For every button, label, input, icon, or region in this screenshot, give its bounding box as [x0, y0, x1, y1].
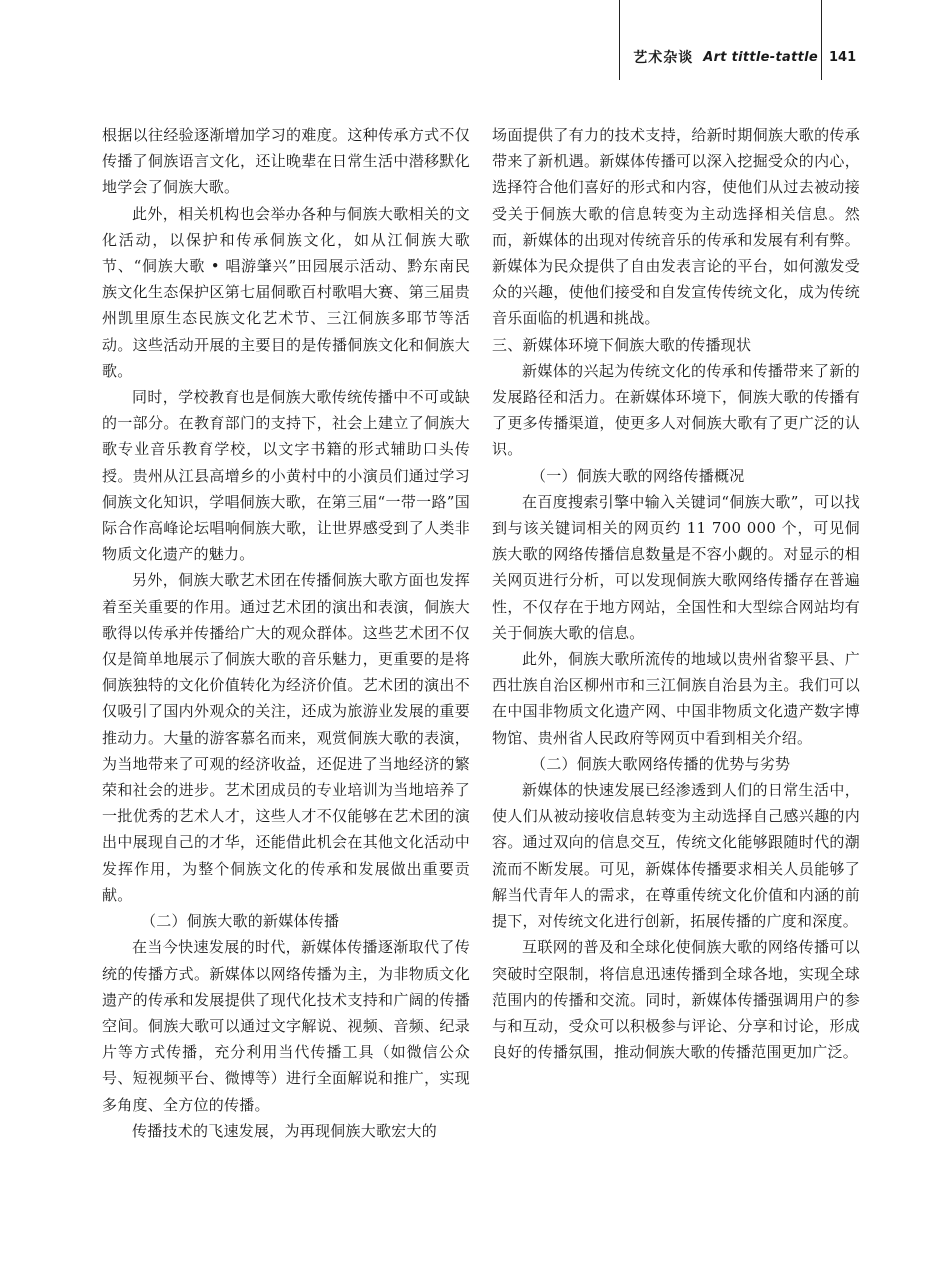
paragraph: 另外，侗族大歌艺术团在传播侗族大歌方面也发挥着至关重要的作用。通过艺术团的演出和表演，侗族大歌得以传承并传播给广大的观众群体。这些艺术团不仅仅是简单地展示了侗族大歌的音乐魅力，更重要的是将侗族独特的文化价值转化为经济价值。艺术团的演出不仅吸引了国内外观众的关注，还成为旅游业发展的重要推动力。大量的游客慕名而来，观赏侗族大歌的表演，为当地带来了可观的经济收益，还促进了当地经济的繁荣和社会的进步。艺术团成员的专业培训为当地培养了一批优秀的艺术人才，这些人才不仅能够在艺术团的演出中展现自己的才华，还能借此机会在其他文化活动中发挥作用，为整个侗族文化的传承和发展做出重要贡献。 [102, 571, 470, 904]
paragraph: 新媒体的快速发展已经渗透到人们的日常生活中，使人们从被动接收信息转变为主动选择自己感兴趣的内容。通过双向的信息交互，传统文化能够跟随时代的潮流而不断发展。可见，新媒体传播要求相关人员能够了解当代青年人的需求，在尊重传统文化价值和内涵的前提下，对传统文化进行创新，拓展传播的广度和深度。 [492, 781, 860, 931]
subsection-heading: （一）侗族大歌的网络传播概况 [531, 466, 745, 485]
subsection-heading: （二）侗族大歌网络传播的优势与劣势 [531, 754, 791, 773]
header-divider-left [619, 0, 620, 80]
paragraph: 在当今快速发展的时代，新媒体传播逐渐取代了传统的传播方式。新媒体以网络传播为主，为非物质文化遗产的传承和发展提供了现代化技术支持和广阔的传播空间。侗族大歌可以通过文字解说、视频、音频、纪录片等方式传播，充分利用当代传播工具（如微信公众号、短视频平台、微博等）进行全面解说和推广，实现多角度、全方位的传播。 [102, 938, 470, 1114]
paragraph: 新媒体的兴起为传统文化的传承和传播带来了新的发展路径和活力。在新媒体环境下，侗族大歌的传播有了更多传播渠道，使更多人对侗族大歌有了更广泛的认识。 [492, 361, 860, 459]
header-divider-right [821, 0, 822, 80]
right-column [492, 122, 860, 1065]
paragraph: 根据以往经验逐渐增加学习的难度。这种传承方式不仅传播了侗族语言文化，还让晚辈在日常生活中潜移默化地学会了侗族大歌。 [102, 126, 470, 197]
left-column [102, 122, 470, 1144]
paragraph: 此外，相关机构也会举办各种与侗族大歌相关的文化活动，以保护和传承侗族文化，如从江侗族大歌节、“侗族大歌 • 唱游肇兴”田园展示活动、黔东南民族文化生态保护区第七届侗歌百村歌唱大赛、第三届贵州凯里原生态民族文化艺术节、三江侗族多耶节等活动。这些活动开展的主要目的是传播侗族文化和侗族大歌。 [102, 204, 470, 380]
paragraph: 此外，侗族大歌所流传的地域以贵州省黎平县、广西壮族自治区柳州市和三江侗族自治县为主。我们可以在中国非物质文化遗产网、中国非物质文化遗产数字博物馆、贵州省人民政府等网页中看到相关介绍。 [492, 650, 860, 747]
column-name-en: Art tittle-tattle [703, 49, 818, 65]
page-number: 141 [829, 49, 857, 65]
paragraph: 同时，学校教育也是侗族大歌传统传播中不可或缺的一部分。在教育部门的支持下，社会上建立了侗族大歌专业音乐教育学校，以文字书籍的形式辅助口头传授。贵州从江县高增乡的小黄村中的小演员们通过学习侗族文化知识，学唱侗族大歌，在第三届“一带一路”国际合作高峰论坛唱响侗族大歌，让世界感受到了人类非物质文化遗产的魅力。 [102, 388, 470, 564]
paragraph: 传播技术的飞速发展，为再现侗族大歌宏大的 [132, 1121, 438, 1140]
running-header [628, 46, 818, 68]
column-name-cn: 艺术杂谈 [633, 50, 694, 66]
paragraph: 在百度搜索引擎中输入关键词“侗族大歌”，可以找到与该关键词相关的网页约 11 700 000 个，可见侗族大歌的网络传播信息数量是不容小觑的。对显示的相关网页进行分析，可以发现侗族大歌网络传播存在普遍性，不仅存在于地方网站，全国性和大型综合网站均有关于侗族大歌的信息。 [492, 492, 860, 642]
paragraph: 互联网的普及和全球化使侗族大歌的网络传播可以突破时空限制，将信息迅速传播到全球各地，实现全球范围内的传播和交流。同时，新媒体传播强调用户的参与和互动，受众可以积极参与评论、分享和讨论，形成良好的传播氛围，推动侗族大歌的传播范围更加广泛。 [492, 938, 860, 1062]
subsection-heading: （二）侗族大歌的新媒体传播 [141, 912, 340, 931]
section-heading: 三、新媒体环境下侗族大歌的传播现状 [492, 335, 752, 354]
paragraph: 场面提供了有力的技术支持，给新时期侗族大歌的传承带来了新机遇。新媒体传播可以深入挖掘受众的内心，选择符合他们喜好的形式和内容，使他们从过去被动接受关于侗族大歌的信息转变为主动选择相关信息。然而，新媒体的出现对传统音乐的传承和发展有利有弊。新媒体为民众提供了自由发表言论的平台，如何激发受众的兴趣，使他们接受和自发宣传传统文化，成为传统音乐面临的机遇和挑战。 [492, 126, 860, 328]
